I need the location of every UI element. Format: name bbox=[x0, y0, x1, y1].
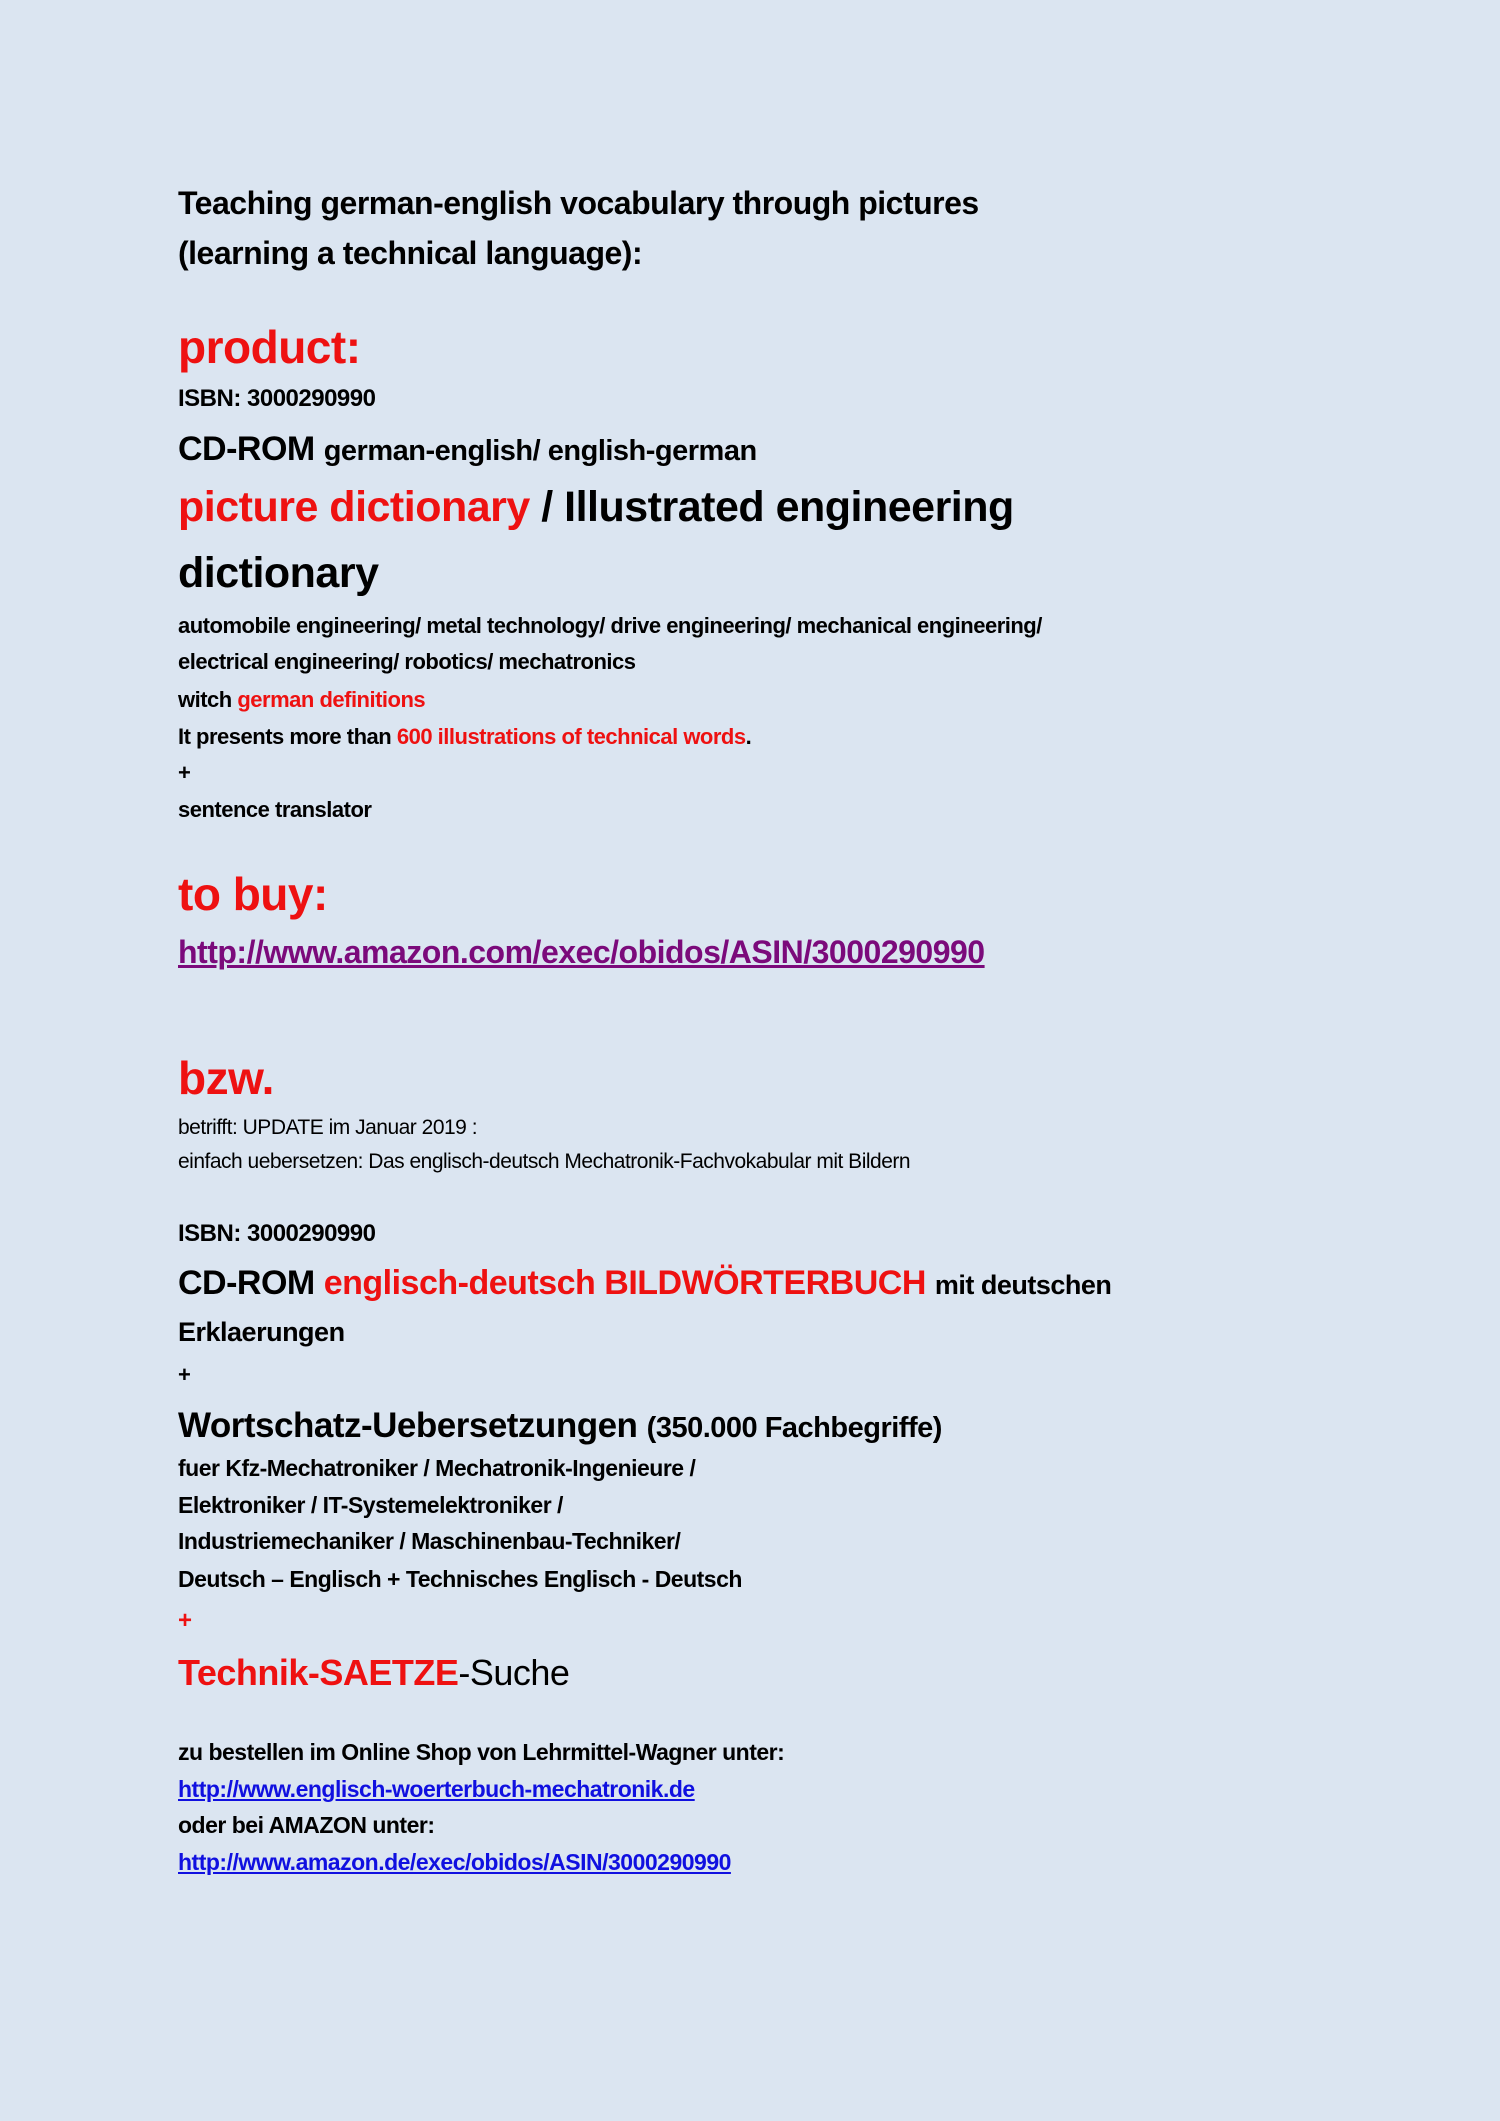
bzw-heading: bzw. bbox=[178, 1052, 274, 1104]
erklaerungen: Erklaerungen bbox=[178, 1317, 345, 1347]
buy-heading: to buy: bbox=[178, 868, 328, 920]
audience-line-1: fuer Kfz-Mechatroniker / Mechatronik-Ingenieure / bbox=[178, 1455, 696, 1481]
presents-line bbox=[178, 724, 751, 750]
intro-line-1: Teaching german-english vocabulary through pictures bbox=[178, 185, 979, 221]
fields-line-1: automobile engineering/ metal technology/ drive engineering/ mechanical engineering/ bbox=[178, 613, 1042, 638]
product-heading: product: bbox=[178, 321, 361, 373]
presents-text: It presents more than bbox=[178, 724, 392, 749]
cdrom-label-2: CD-ROM bbox=[178, 1264, 315, 1302]
dictionary-word: dictionary bbox=[178, 549, 379, 597]
amazon-de-link[interactable]: http://www.amazon.de/exec/obidos/ASIN/3000290990 bbox=[178, 1849, 731, 1875]
german-definitions: german definitions bbox=[237, 687, 426, 712]
fachbegriffe: (350.000 Fachbegriffe) bbox=[646, 1412, 942, 1444]
cdrom-label: CD-ROM bbox=[178, 430, 315, 468]
wortschatz-line bbox=[178, 1405, 942, 1447]
witch-text: witch bbox=[178, 687, 232, 712]
mit-deutschen: mit deutschen bbox=[934, 1270, 1112, 1300]
technik-saetze-line bbox=[178, 1651, 569, 1694]
update-note: betrifft: UPDATE im Januar 2019 : bbox=[178, 1116, 478, 1139]
plus-sign-red: + bbox=[178, 1607, 192, 1634]
audience-line-3: Industriemechaniker / Maschinenbau-Techniker/ bbox=[178, 1528, 681, 1554]
audience-line-2: Elektroniker / IT-Systemelektroniker / bbox=[178, 1492, 563, 1518]
picture-dictionary-line bbox=[178, 482, 1014, 534]
einfach-note: einfach uebersetzen: Das englisch-deutsch Mechatronik-Fachvokabular mit Bildern bbox=[178, 1150, 911, 1173]
sentence-translator: sentence translator bbox=[178, 797, 372, 822]
wortschatz: Wortschatz-Uebersetzungen bbox=[178, 1406, 638, 1445]
bestellen-text: zu bestellen im Online Shop von Lehrmittel-Wagner unter: bbox=[178, 1739, 785, 1765]
technik-saetze: Technik-SAETZE bbox=[178, 1652, 459, 1693]
picture-dictionary: picture dictionary bbox=[178, 483, 530, 531]
bildwoerterbuch: englisch-deutsch BILDWÖRTERBUCH bbox=[323, 1264, 926, 1302]
period: . bbox=[745, 724, 752, 749]
audience-line-4: Deutsch – Englisch + Technisches Englisch - Deutsch bbox=[178, 1566, 742, 1592]
suche: -Suche bbox=[458, 1652, 570, 1693]
illustrations-count: 600 illustrations of technical words bbox=[396, 724, 746, 749]
amazon-com-link[interactable]: http://www.amazon.com/exec/obidos/ASIN/3000290990 bbox=[178, 934, 985, 970]
intro-line-2: (learning a technical language): bbox=[178, 235, 643, 271]
definitions-line bbox=[178, 687, 425, 713]
amazon-text: oder bei AMAZON unter: bbox=[178, 1812, 435, 1838]
product-isbn: ISBN: 3000290990 bbox=[178, 385, 376, 412]
illustrated-engineering: / Illustrated engineering bbox=[541, 483, 1014, 531]
bzw-isbn: ISBN: 3000290990 bbox=[178, 1220, 376, 1247]
fields-line-2: electrical engineering/ robotics/ mechatronics bbox=[178, 649, 636, 674]
bildwoerterbuch-line bbox=[178, 1263, 1111, 1304]
plus-sign-2: + bbox=[178, 1362, 191, 1387]
plus-sign: + bbox=[178, 760, 191, 785]
product-cdrom-line bbox=[178, 429, 757, 470]
cdrom-languages: german-english/ english-german bbox=[323, 435, 757, 467]
shop-link[interactable]: http://www.englisch-woerterbuch-mechatronik.de bbox=[178, 1776, 695, 1802]
